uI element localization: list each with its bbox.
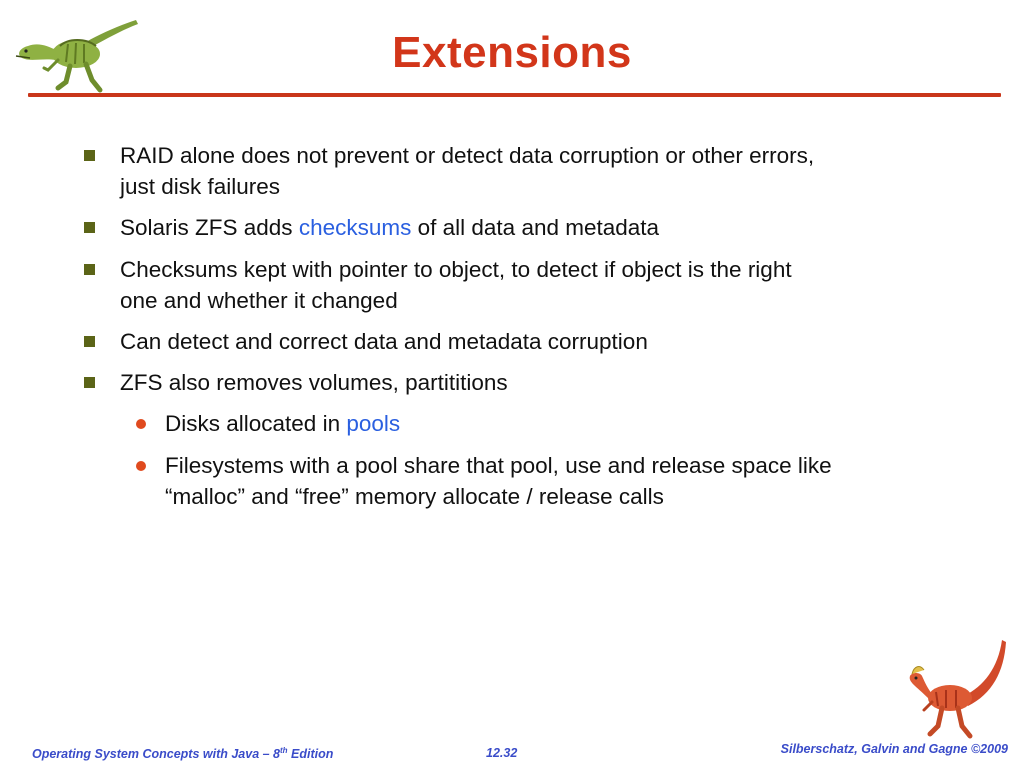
list-item-text: Solaris ZFS adds bbox=[120, 215, 299, 240]
list-item-text: of all data and metadata bbox=[411, 215, 660, 240]
authors-copyright: Silberschatz, Galvin and Gagne ©2009 bbox=[780, 742, 1008, 756]
bullet-dot-icon bbox=[136, 419, 146, 429]
bullet-dot-icon bbox=[136, 461, 146, 471]
list-item bbox=[120, 367, 508, 398]
footer-course-sup: th bbox=[280, 746, 288, 755]
list-item-line: just disk failures bbox=[120, 174, 281, 199]
footer-course-suffix: Edition bbox=[287, 747, 334, 762]
footer-course-text: Operating System Concepts with Java – 8 bbox=[32, 747, 280, 762]
list-item-text: Can detect and correct data and metadata corruption bbox=[120, 329, 648, 354]
bullet-square-icon bbox=[84, 264, 95, 275]
list-item-text: Disks allocated in bbox=[165, 411, 347, 436]
bullet-square-icon bbox=[84, 150, 95, 161]
bullet-square-icon bbox=[84, 377, 95, 388]
list-item-line: “malloc” and “free” memory allocate / release calls bbox=[165, 484, 664, 509]
list-item bbox=[120, 140, 814, 202]
sub-list-item bbox=[165, 450, 832, 512]
list-item-line: RAID alone does not prevent or detect data corruption or other errors, bbox=[120, 143, 815, 168]
list-item bbox=[120, 326, 648, 357]
page-number: 12.32 bbox=[486, 746, 518, 760]
bullet-square-icon bbox=[84, 222, 95, 233]
highlight-pools: pools bbox=[346, 411, 401, 436]
list-item bbox=[120, 254, 792, 316]
footer-course bbox=[32, 746, 333, 761]
list-item-line: one and whether it changed bbox=[120, 288, 398, 313]
title-text: Extensions bbox=[392, 28, 632, 77]
list-item bbox=[120, 212, 659, 243]
list-item-line: Filesystems with a pool share that pool, use and release space like bbox=[165, 453, 832, 478]
highlight-checksums: checksums bbox=[298, 215, 412, 240]
dinosaur-logo-icon bbox=[902, 636, 1012, 746]
sub-list-item bbox=[165, 408, 400, 439]
list-item-line: Checksums kept with pointer to object, to detect if object is the right bbox=[120, 257, 792, 282]
list-item-text: ZFS also removes volumes, partititions bbox=[120, 370, 508, 395]
footer-authors bbox=[781, 742, 1008, 756]
bullet-square-icon bbox=[84, 336, 95, 347]
footer-page-number bbox=[486, 746, 517, 760]
